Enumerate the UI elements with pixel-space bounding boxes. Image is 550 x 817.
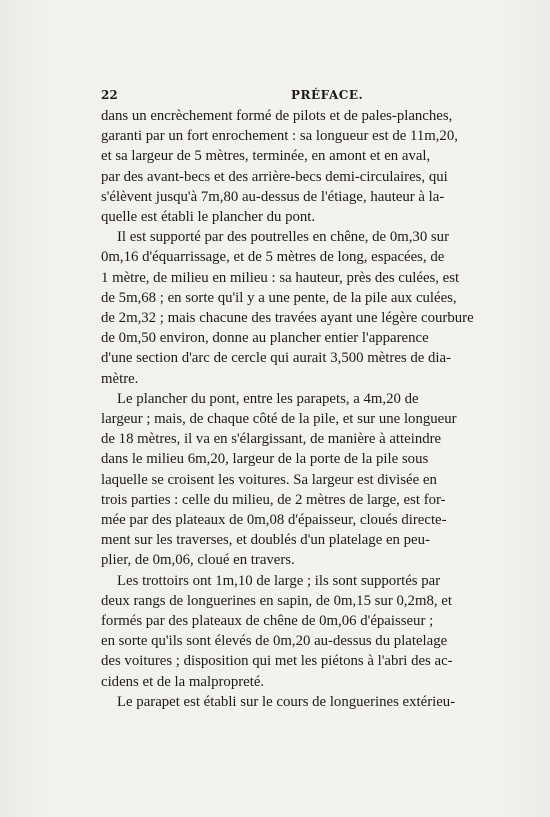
text-line: de 5m,68 ; en sorte qu'il y a une pente, de la pile aux culées,	[101, 289, 457, 306]
text-line: dans le milieu 6m,20, largeur de la porte de la pile sous	[101, 451, 429, 468]
text-line: mée par des plateaux de 0m,08 d'épaisseur, cloués directe-	[101, 512, 447, 529]
text-line: Le plancher du pont, entre les parapets, a 4m,20 de	[117, 390, 419, 407]
page-header	[101, 88, 495, 106]
paragraph	[101, 571, 496, 692]
running-head: PRÉFACE.	[291, 88, 364, 102]
paragraph	[101, 227, 496, 389]
text-line: formés par des plateaux de chêne de 0m,06 d'épaisseur ;	[101, 613, 434, 630]
text-line: Les trottoirs ont 1m,10 de large ; ils sont supportés par	[117, 572, 441, 589]
text-line: en sorte qu'ils sont élevés de 0m,20 au-dessus du platelage	[101, 633, 448, 650]
text-line: dans un encrèchement formé de pilots et de pales-planches,	[101, 108, 453, 124]
text-line: deux rangs de longuerines en sapin, de 0m,15 sur 0,2m8, et	[101, 592, 452, 609]
text-line: par des avant-becs et des arrière-becs demi-circulaires, qui	[101, 168, 448, 185]
text-line: de 18 mètres, il va en s'élargissant, de manière à atteindre	[101, 431, 442, 448]
text-line: largeur ; mais, de chaque côté de la pile, et sur une longueur	[101, 411, 457, 428]
text-line: d'une section d'arc de cercle qui aurait 3,500 mètres de dia-	[101, 350, 452, 367]
text-line: 0m,16 d'équarrissage, et de 5 mètres de long, espacées, de	[101, 249, 445, 266]
paragraph	[101, 389, 496, 571]
text-line: cidens et de la malpropreté.	[101, 673, 265, 690]
text-line: Il est supporté par des poutrelles en chêne, de 0m,30 sur	[117, 229, 450, 246]
text-line: de 2m,32 ; mais chacune des travées ayant une légère courbure	[101, 310, 474, 327]
text-line: et sa largeur de 5 mètres, terminée, en amont et en aval,	[101, 148, 431, 165]
text-line: mètre.	[101, 370, 139, 387]
text-line: ment sur les traverses, et doublés d'un platelage en peu-	[101, 532, 430, 549]
text-line: s'élèvent jusqu'à 7m,80 au-dessus de l'étiage, hauteur à la-	[101, 188, 445, 205]
text-line: quelle est établi le plancher du pont.	[101, 209, 316, 226]
text-line: plier, de 0m,06, cloué en travers.	[101, 552, 295, 569]
text-line: trois parties : celle du milieu, de 2 mètres de large, est for-	[101, 491, 446, 508]
body-text	[101, 106, 496, 712]
text-line: 1 mètre, de milieu en milieu : sa hauteur, près des culées, est	[101, 269, 460, 286]
text-line: Le parapet est établi sur le cours de longuerines extérieu-	[117, 693, 456, 710]
text-line: de 0m,50 environ, donne au plancher entier l'apparence	[101, 330, 429, 347]
paragraph	[101, 692, 496, 712]
paragraph	[101, 106, 496, 227]
text-line: laquelle se croisent les voitures. Sa largeur est divisée en	[101, 471, 437, 488]
page-number: 22	[101, 88, 118, 102]
text-line: garanti par un fort enrochement : sa longueur est de 11m,20,	[101, 128, 458, 145]
text-line: des voitures ; disposition qui met les piétons à l'abri des ac-	[101, 653, 453, 670]
